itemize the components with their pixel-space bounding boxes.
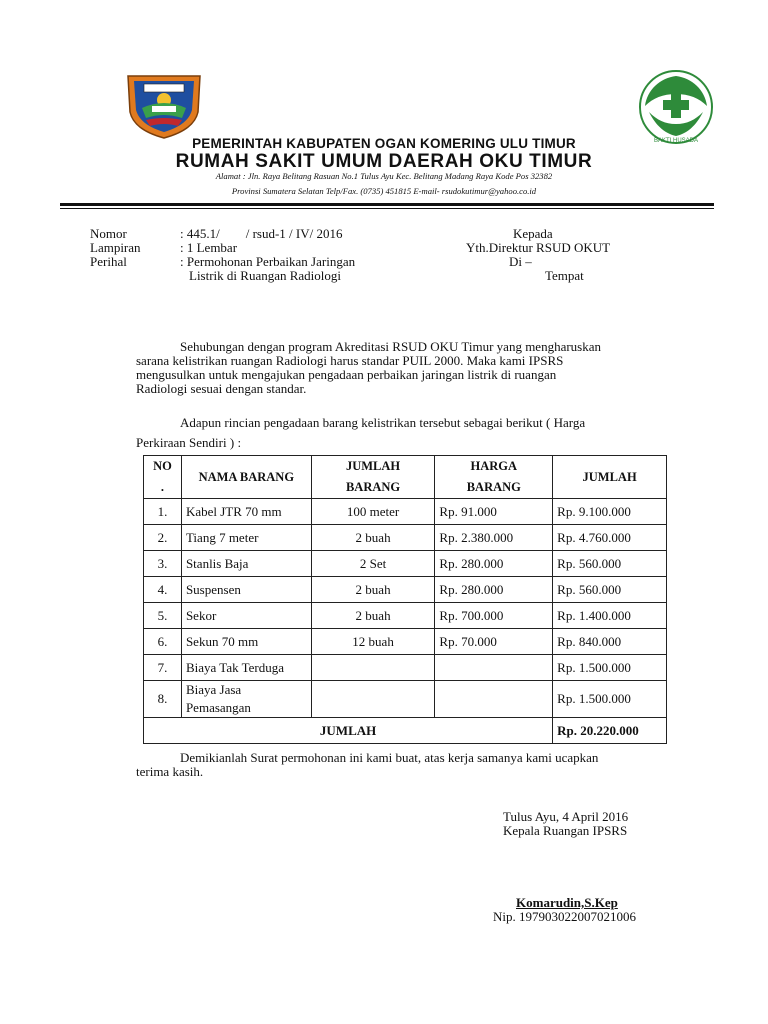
row-jumlah: Rp. 840.000 [553, 629, 667, 655]
row-no: 2. [144, 525, 182, 551]
row-harga: Rp. 280.000 [435, 577, 553, 603]
signatory-position: Kepala Ruangan IPSRS [503, 823, 628, 838]
body-p1-line3: mengusulkan untuk mengajukan pengadaan perbaikan jaringan listrik di ruangan [136, 367, 557, 382]
table-row [144, 603, 667, 629]
body-p2-line1: Adapun rincian pengadaan barang kelistrikan tersebut sebagai berikut ( Harga [180, 415, 586, 430]
signatory-name: Komarudin,S.Kep [516, 895, 618, 910]
hospital-name: RUMAH SAKIT UMUM DAERAH OKU TIMUR [175, 151, 593, 172]
row-jumlah: Rp. 4.760.000 [553, 525, 667, 551]
government-name: PEMERINTAH KABUPATEN OGAN KOMERING ULU TIMUR [192, 136, 576, 151]
table-total-row [144, 718, 667, 744]
regency-emblem-logo [122, 72, 206, 140]
row-qty: 12 buah [311, 629, 435, 655]
row-qty [311, 655, 435, 681]
row-no: 7. [144, 655, 182, 681]
body-p1-line2: sarana kelistrikan ruangan Radiologi harus standar PUIL 2000. Maka kami IPSRS [136, 353, 564, 368]
row-nama: Suspensen [181, 577, 311, 603]
recipient-kepada: Kepada [513, 226, 553, 241]
row-no: 6. [144, 629, 182, 655]
bakti-husada-logo [637, 68, 715, 146]
row-harga: Rp. 700.000 [435, 603, 553, 629]
row-qty: 100 meter [311, 499, 435, 525]
row-qty [311, 681, 435, 718]
body-p2-line2: Perkiraan Sendiri ) : [136, 435, 242, 450]
nomor-label: Nomor [90, 226, 127, 241]
nomor-value: : 445.1/ / rsud-1 / IV/ 2016 [180, 226, 343, 241]
row-nama: Biaya Jasa Pemasangan [181, 681, 311, 718]
table-row [144, 629, 667, 655]
place-date: Tulus Ayu, 4 April 2016 [503, 809, 629, 824]
row-jumlah: Rp. 560.000 [553, 577, 667, 603]
signatory-nip: Nip. 197903022007021006 [493, 909, 636, 924]
row-no: 5. [144, 603, 182, 629]
row-jumlah: Rp. 560.000 [553, 551, 667, 577]
header-jumlah-barang: JUMLAH BARANG [311, 456, 435, 499]
row-qty: 2 Set [311, 551, 435, 577]
row-harga [435, 655, 553, 681]
row-nama: Tiang 7 meter [181, 525, 311, 551]
row-jumlah: Rp. 1.500.000 [553, 655, 667, 681]
row-harga: Rp. 91.000 [435, 499, 553, 525]
table-row [144, 681, 667, 718]
body-p1-line1: Sehubungan dengan program Akreditasi RSUD OKU Timur yang mengharuskan [180, 339, 602, 354]
closing-line1: Demikianlah Surat permohonan ini kami buat, atas kerja samanya kami ucapkan [180, 750, 599, 765]
row-no: 1. [144, 499, 182, 525]
recipient-name: Yth.Direktur RSUD OKUT [466, 240, 611, 255]
row-jumlah: Rp. 9.100.000 [553, 499, 667, 525]
closing-line2: terima kasih. [136, 764, 204, 779]
svg-text:BAKTI HUSADA: BAKTI HUSADA [653, 138, 699, 144]
header-harga-barang: HARGA BARANG [435, 456, 553, 499]
row-nama: Biaya Tak Terduga [181, 655, 311, 681]
row-harga: Rp. 2.380.000 [435, 525, 553, 551]
lampiran-value: : 1 Lembar [180, 240, 238, 255]
total-value: Rp. 20.220.000 [553, 718, 667, 744]
row-jumlah: Rp. 1.400.000 [553, 603, 667, 629]
recipient-di: Di – [509, 254, 532, 269]
header-jumlah: JUMLAH [553, 456, 667, 499]
row-jumlah: Rp. 1.500.000 [553, 681, 667, 718]
letterhead-rule-thick [60, 203, 714, 206]
lampiran-label: Lampiran [90, 240, 141, 255]
row-qty: 2 buah [311, 577, 435, 603]
row-harga: Rp. 70.000 [435, 629, 553, 655]
row-no: 3. [144, 551, 182, 577]
table-row [144, 525, 667, 551]
row-nama: Sekun 70 mm [181, 629, 311, 655]
perihal-value: : Permohonan Perbaikan Jaringan [180, 254, 356, 269]
row-qty: 2 buah [311, 525, 435, 551]
address-line-1: Alamat : Jln. Raya Belitang Rasuan No.1 Tulus Ayu Kec. Belitang Madang Raya Kode Pos 32382 [215, 171, 553, 181]
row-no: 4. [144, 577, 182, 603]
row-harga: Rp. 280.000 [435, 551, 553, 577]
header-no: NO . [144, 456, 182, 499]
recipient-tempat: Tempat [545, 268, 584, 283]
address-line-2: Provinsi Sumatera Selatan Telp/Fax. (0735) 451815 E-mail- rsudokutimur@yahoo.co.id [231, 186, 537, 196]
letterhead-rule-thin [60, 208, 714, 209]
table-row [144, 551, 667, 577]
perihal-label: Perihal [90, 254, 127, 269]
row-no: 8. [144, 681, 182, 718]
row-nama: Stanlis Baja [181, 551, 311, 577]
header-nama-barang: NAMA BARANG [181, 456, 311, 499]
table-header-row [144, 456, 667, 499]
table-row [144, 499, 667, 525]
row-harga [435, 681, 553, 718]
row-nama: Sekor [181, 603, 311, 629]
perihal-value-cont: Listrik di Ruangan Radiologi [189, 268, 342, 283]
row-nama: Kabel JTR 70 mm [181, 499, 311, 525]
row-qty: 2 buah [311, 603, 435, 629]
body-p1-line4: Radiologi sesuai dengan standar. [136, 381, 307, 396]
items-table [143, 455, 667, 744]
total-label: JUMLAH [144, 718, 553, 744]
table-row [144, 655, 667, 681]
table-row [144, 577, 667, 603]
